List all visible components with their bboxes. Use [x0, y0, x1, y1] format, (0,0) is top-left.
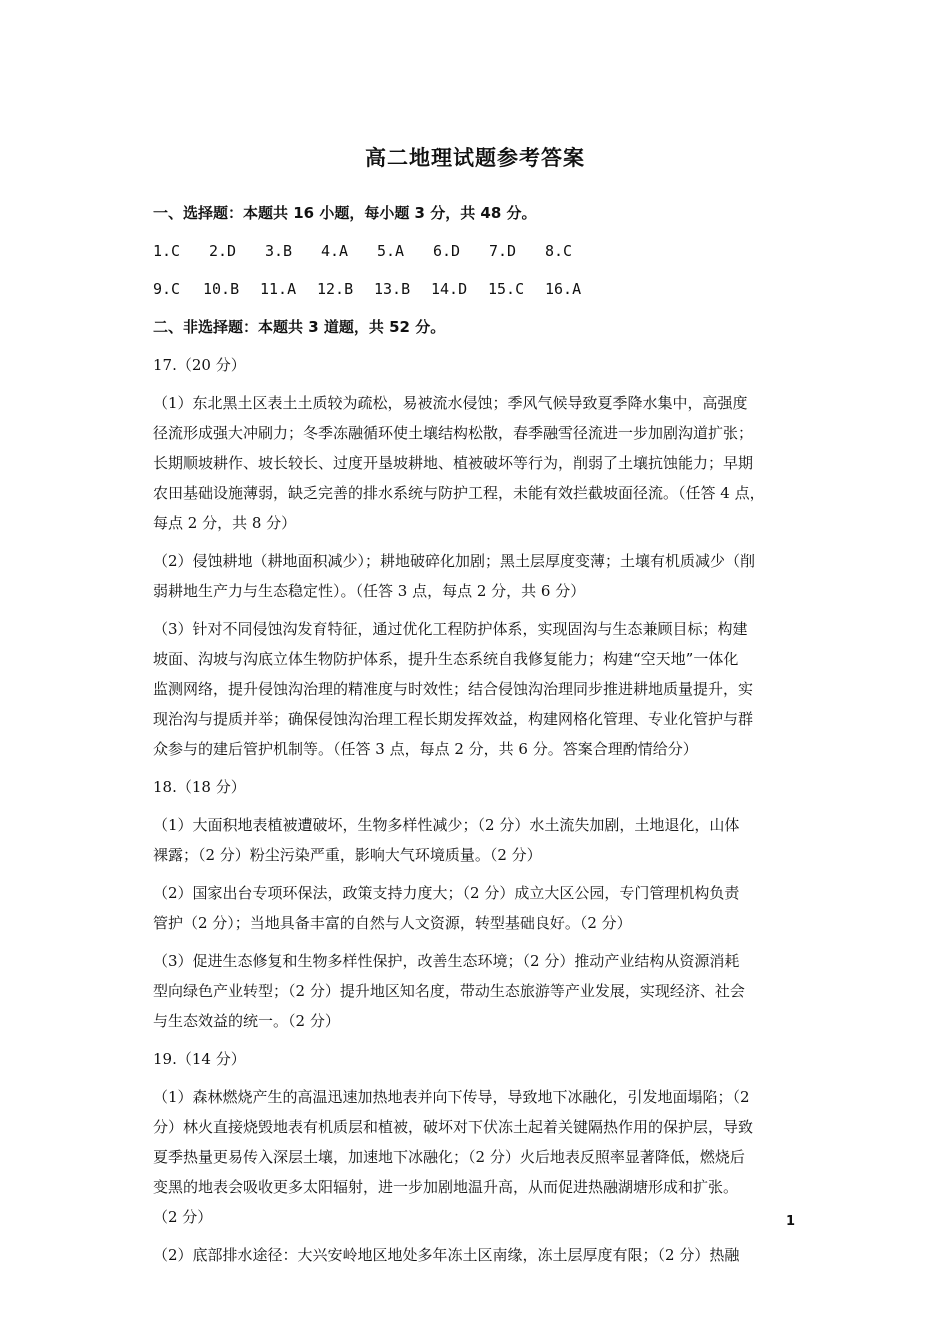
answer-item: 4.A — [321, 242, 349, 260]
text-line: （2）侵蚀耕地（耕地面积减少）；耕地破碎化加剧；黑土层厚度变薄；土壤有机质减少（削 — [153, 552, 756, 570]
question-17-part-3 — [153, 614, 798, 764]
answer-item: 5.A — [377, 242, 405, 260]
question-19-part-2 — [153, 1240, 798, 1270]
answer-row-1 — [153, 236, 798, 266]
text-line: 监测网络，提升侵蚀沟治理的精准度与时效性；结合侵蚀沟治理同步推进耕地质量提升，实 — [153, 680, 754, 698]
document-body — [153, 196, 798, 1278]
section-2-heading: 二、非选择题：本题共 3 道题，共 52 分。 — [153, 318, 446, 336]
text-line: （3）促进生态修复和生物多样性保护，改善生态环境；（2 分）推动产业结构从资源消耗 — [153, 952, 740, 970]
text-line: 裸露；（2 分）粉尘污染严重，影响大气环境质量。（2 分） — [153, 846, 542, 864]
text-line: 众参与的建后管护机制等。（任答 3 点，每点 2 分，共 6 分。答案合理酌情给分） — [153, 740, 698, 758]
answer-item: 9.C — [153, 280, 181, 298]
text-line: 径流形成强大冲刷力；冬季冻融循环使土壤结构松散，春季融雪径流进一步加剧沟道扩张； — [153, 424, 754, 442]
answer-item: 14.D — [431, 280, 468, 298]
answer-item: 8.C — [545, 242, 573, 260]
answer-row-2 — [153, 274, 798, 304]
answer-item: 12.B — [317, 280, 354, 298]
question-18-part-3 — [153, 946, 798, 1036]
question-18-heading: 18.（18 分） — [153, 778, 246, 796]
page-number: 1 — [786, 1214, 796, 1229]
question-18-part-1 — [153, 810, 798, 870]
text-line: （3）针对不同侵蚀沟发育特征，通过优化工程防护体系，实现固沟与生态兼顾目标；构建 — [153, 620, 748, 638]
section-1-heading: 一、选择题：本题共 16 小题，每小题 3 分，共 48 分。 — [153, 204, 537, 222]
text-line: 农田基础设施薄弱，缺乏完善的排水系统与防护工程，未能有效拦截坡面径流。（任答 4 点， — [153, 484, 765, 502]
text-line: （1）森林燃烧产生的高温迅速加热地表并向下传导，导致地下冰融化，引发地面塌陷；（2 — [153, 1088, 750, 1106]
question-19-heading: 19.（14 分） — [153, 1050, 246, 1068]
question-17-heading: 17.（20 分） — [153, 356, 246, 374]
answer-item: 11.A — [260, 280, 297, 298]
text-line: 弱耕地生产力与生态稳定性）。（任答 3 点，每点 2 分，共 6 分） — [153, 582, 586, 600]
text-line: （2）底部排水途径：大兴安岭地区地处多年冻土区南缘，冻土层厚度有限；（2 分）热融 — [153, 1246, 740, 1264]
answer-item: 10.B — [203, 280, 240, 298]
text-line: 与生态效益的统一。（2 分） — [153, 1012, 340, 1030]
text-line: （2）国家出台专项环保法，政策支持力度大；（2 分）成立大区公园，专门管理机构负责 — [153, 884, 740, 902]
text-line: 管护（2 分）；当地具备丰富的自然与人文资源，转型基础良好。（2 分） — [153, 914, 632, 932]
text-line: 每点 2 分，共 8 分） — [153, 514, 297, 532]
question-17-part-2 — [153, 546, 798, 606]
question-19-part-1 — [153, 1082, 798, 1232]
text-line: （1）大面积地表植被遭破坏，生物多样性减少；（2 分）水土流失加剧，土地退化，山体 — [153, 816, 740, 834]
text-line: 型向绿色产业转型；（2 分）提升地区知名度，带动生态旅游等产业发展，实现经济、社会 — [153, 982, 745, 1000]
question-17-part-1 — [153, 388, 798, 538]
text-line: 坡面、沟坡与沟底立体生物防护体系，提升生态系统自我修复能力；构建“空天地”一体化 — [153, 650, 739, 668]
document-title: 高二地理试题参考答案 — [365, 145, 585, 170]
text-line: （1）东北黑土区表土土质较为疏松，易被流水侵蚀；季风气候导致夏季降水集中，高强度 — [153, 394, 748, 412]
text-line: 长期顺坡耕作、坡长较长、过度开垦坡耕地、植被破坏等行为，削弱了土壤抗蚀能力；早期 — [153, 454, 754, 472]
answer-item: 3.B — [265, 242, 293, 260]
answer-item: 1.C — [153, 242, 181, 260]
answer-item: 6.D — [433, 242, 461, 260]
text-line: 分）林火直接烧毁地表有机质层和植被，破坏对下伏冻土起着关键隔热作用的保护层，导致 — [153, 1118, 754, 1136]
answer-item: 15.C — [488, 280, 525, 298]
question-18-part-2 — [153, 878, 798, 938]
text-line: 现治沟与提质并举；确保侵蚀沟治理工程长期发挥效益，构建网格化管理、专业化管护与群 — [153, 710, 754, 728]
text-line: 夏季热量更易传入深层土壤，加速地下冰融化；（2 分）火后地表反照率显著降低，燃烧后 — [153, 1148, 745, 1166]
answer-item: 2.D — [209, 242, 237, 260]
answer-item: 13.B — [374, 280, 411, 298]
answer-item: 7.D — [489, 242, 517, 260]
text-line: （2 分） — [153, 1208, 213, 1226]
answer-item: 16.A — [545, 280, 582, 298]
text-line: 变黑的地表会吸收更多太阳辐射，进一步加剧地温升高，从而促进热融湖塘形成和扩张。 — [153, 1178, 739, 1196]
